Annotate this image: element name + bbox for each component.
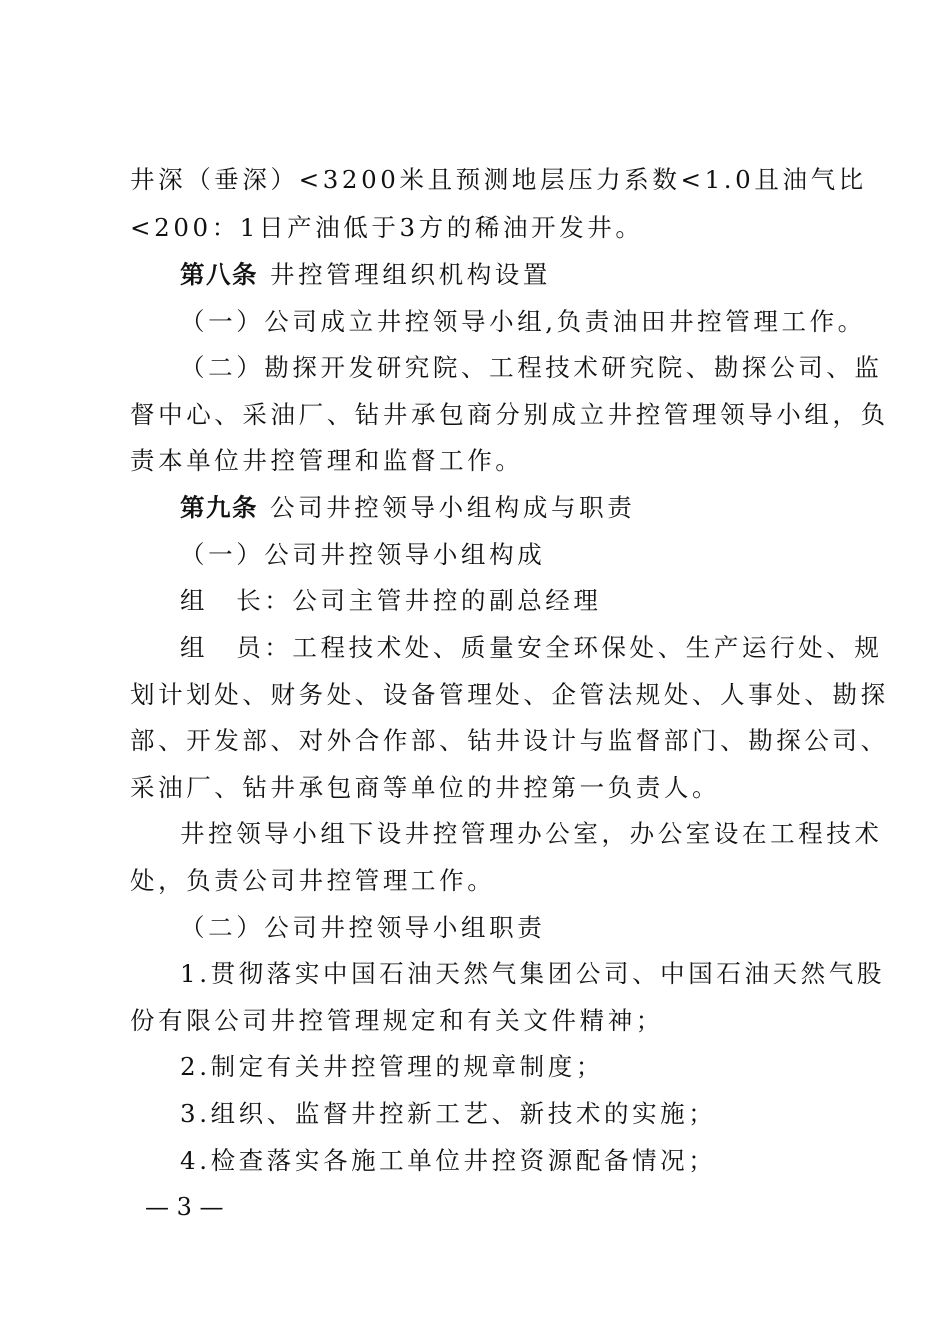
body-text-line: 份有限公司井控管理规定和有关文件精神； — [130, 1006, 664, 1035]
body-text-line: <200：1日产油低于3方的稀油开发井。 — [130, 213, 644, 242]
body-text-line: 2.制定有关井控管理的规章制度； — [180, 1052, 604, 1081]
article-8-title: 井控管理组织机构设置 — [270, 260, 551, 289]
article-8-heading — [180, 259, 551, 291]
body-text-line: 井控领导小组下设井控管理办公室，办公室设在工程技术 — [180, 819, 883, 848]
article-9-title: 公司井控领导小组构成与职责 — [270, 493, 636, 522]
article-8-label: 第八条 — [180, 260, 258, 289]
body-text-line: 采油厂、钻井承包商等单位的井控第一负责人。 — [130, 773, 721, 802]
body-text-line: 组 员：工程技术处、质量安全环保处、生产运行处、规 — [180, 633, 883, 662]
article-9-heading — [180, 492, 635, 524]
body-text-line: （一）公司成立井控领导小组,负责油田井控管理工作。 — [180, 307, 866, 336]
article-9-label: 第九条 — [180, 493, 258, 522]
page-number: — 3 — — [145, 1193, 224, 1221]
body-text-line: 责本单位井控管理和监督工作。 — [130, 446, 524, 475]
body-text-line: （二）勘探开发研究院、工程技术研究院、勘探公司、监 — [180, 353, 883, 382]
body-text-line: 处，负责公司井控管理工作。 — [130, 866, 496, 895]
body-text-line: 井深（垂深）<3200米且预测地层压力系数<1.0且油气比 — [130, 165, 867, 194]
body-text-line: 划计划处、财务处、设备管理处、企管法规处、人事处、勘探 — [130, 680, 889, 709]
body-text-line: 督中心、采油厂、钻井承包商分别成立井控管理领导小组，负 — [130, 400, 889, 429]
body-text-line: 组 长：公司主管井控的副总经理 — [180, 586, 602, 615]
body-text-line: 1.贯彻落实中国石油天然气集团公司、中国石油天然气股 — [180, 959, 885, 988]
body-text-line: 3.组织、监督井控新工艺、新技术的实施； — [180, 1099, 717, 1128]
body-text-line: 4.检查落实各施工单位井控资源配备情况； — [180, 1146, 717, 1175]
body-text-line: （一）公司井控领导小组构成 — [180, 540, 546, 569]
body-text-line: （二）公司井控领导小组职责 — [180, 913, 546, 942]
body-text-line: 部、开发部、对外合作部、钻井设计与监督部门、勘探公司、 — [130, 726, 889, 755]
